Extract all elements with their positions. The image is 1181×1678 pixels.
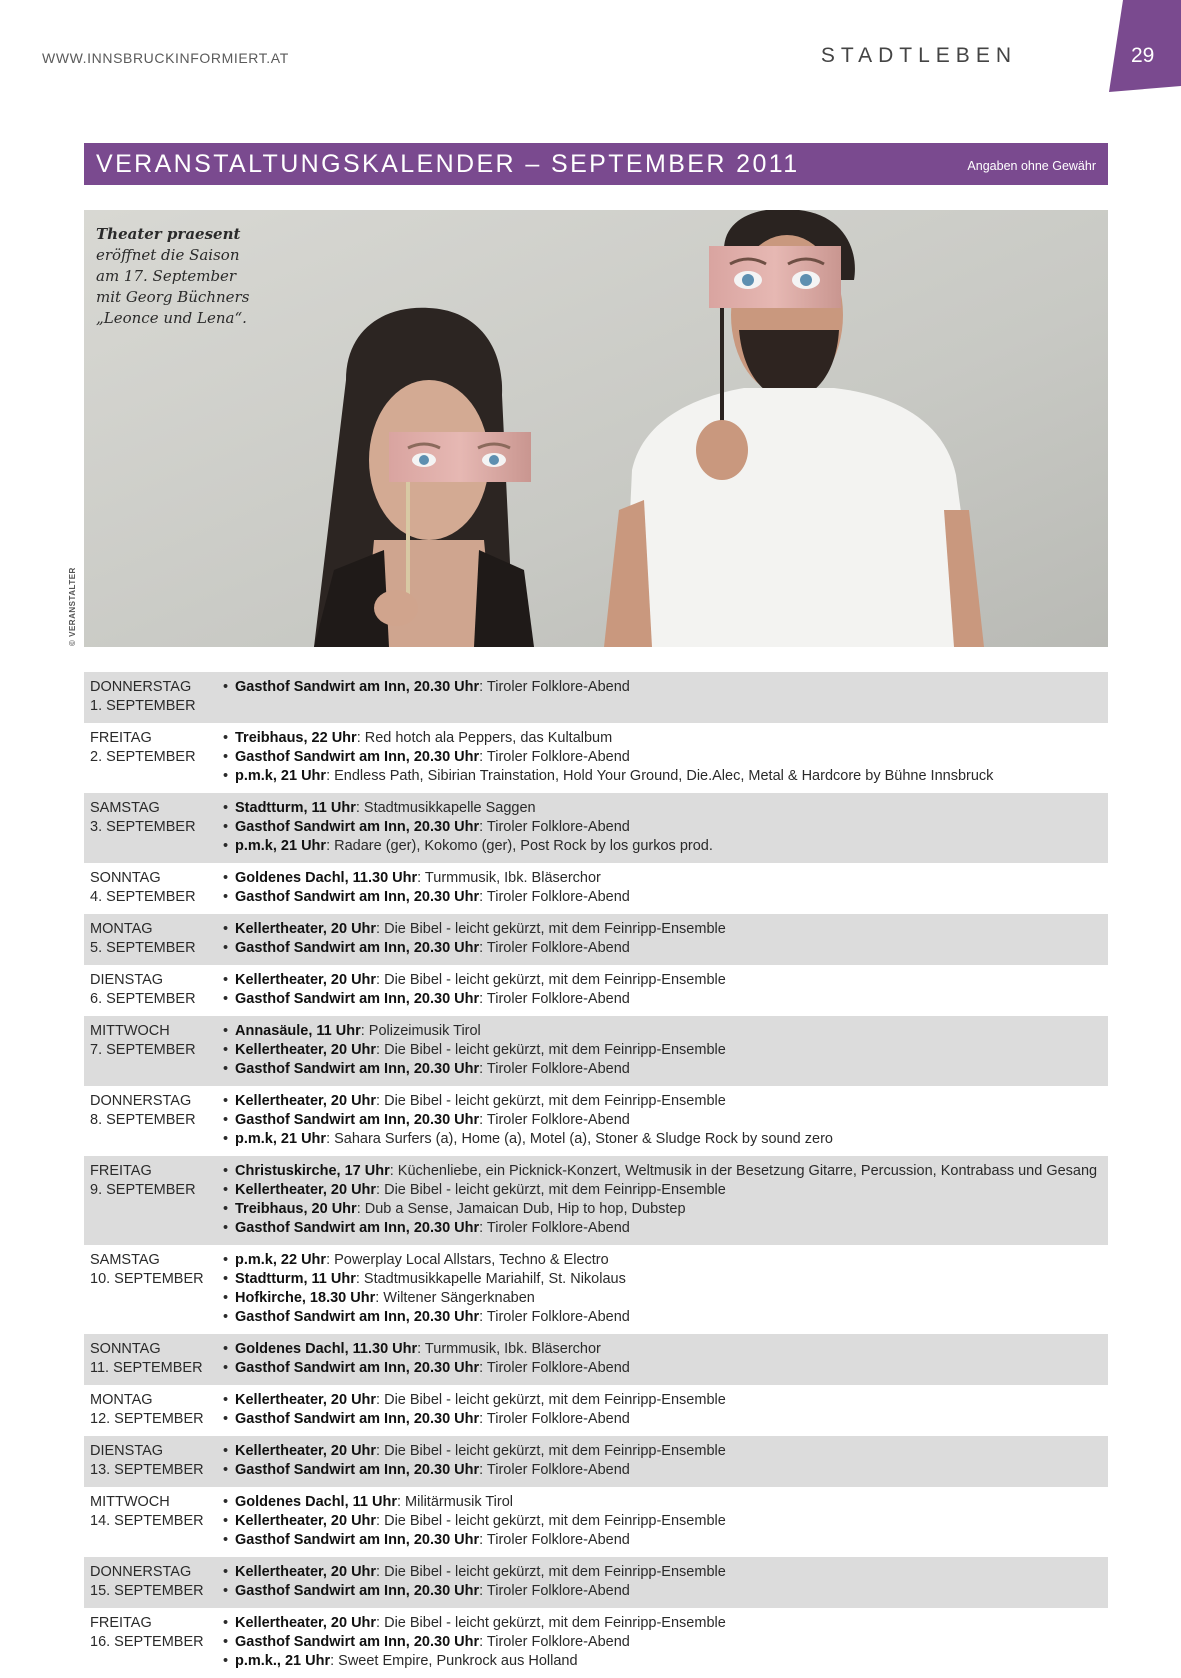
event-venue: Gasthof Sandwirt am Inn, 20.30 Uhr <box>235 749 480 765</box>
event-description: : Red hotch ala Peppers, das Kultalbum <box>356 730 613 746</box>
event-item <box>220 1563 1108 1582</box>
event-items <box>220 1092 1108 1149</box>
day-row <box>84 863 1108 914</box>
event-description: : Powerplay Local Allstars, Techno & Electro <box>326 1252 609 1268</box>
event-description: : Sahara Surfers (a), Home (a), Motel (a), Stoner & Sludge Rock by sound zero <box>326 1131 833 1147</box>
caption-line: am 17. September <box>96 267 237 285</box>
event-description: : Stadtmusikkapelle Saggen <box>355 800 536 816</box>
event-venue: Gasthof Sandwirt am Inn, 20.30 Uhr <box>235 940 480 956</box>
event-description: : Die Bibel - leicht gekürzt, mit dem Feinripp-Ensemble <box>376 972 726 988</box>
event-description: : Tiroler Folklore-Abend <box>479 819 630 835</box>
event-venue: Gasthof Sandwirt am Inn, 20.30 Uhr <box>235 819 480 835</box>
event-description: : Küchenliebe, ein Picknick-Konzert, Weltmusik in der Besetzung Gitarre, Percussion, Kontrabass und Gesang <box>389 1163 1098 1179</box>
weekday-label: MITTWOCH <box>90 1023 170 1039</box>
event-description: : Tiroler Folklore-Abend <box>479 1309 630 1325</box>
event-photo <box>84 210 1108 647</box>
event-item <box>220 1181 1108 1200</box>
event-description: : Die Bibel - leicht gekürzt, mit dem Feinripp-Ensemble <box>376 1615 726 1631</box>
day-date <box>84 1391 220 1429</box>
event-item <box>220 1289 1108 1308</box>
event-item <box>220 837 1108 856</box>
event-description: : Stadtmusikkapelle Mariahilf, St. Nikolaus <box>355 1271 626 1287</box>
event-description: : Tiroler Folklore-Abend <box>479 991 630 1007</box>
event-venue: Kellertheater, 20 Uhr <box>235 1042 377 1058</box>
event-description: : Tiroler Folklore-Abend <box>479 1411 630 1427</box>
event-items <box>220 920 1108 958</box>
date-label: 4. SEPTEMBER <box>90 889 196 905</box>
section-title: STADTLEBEN <box>820 44 1017 67</box>
event-venue: p.m.k, 21 Uhr <box>235 838 327 854</box>
weekday-label: SONNTAG <box>90 1341 161 1357</box>
event-items <box>220 869 1108 907</box>
event-description: : Tiroler Folklore-Abend <box>479 1462 630 1478</box>
event-items <box>220 1493 1108 1550</box>
date-label: 12. SEPTEMBER <box>90 1411 204 1427</box>
event-item <box>220 1022 1108 1041</box>
event-venue: Gasthof Sandwirt am Inn, 20.30 Uhr <box>235 1462 480 1478</box>
event-items <box>220 1022 1108 1079</box>
event-items <box>220 1162 1108 1238</box>
event-item <box>220 1614 1108 1633</box>
event-item <box>220 971 1108 990</box>
event-items <box>220 1614 1108 1671</box>
day-row <box>84 1608 1108 1678</box>
weekday-label: DIENSTAG <box>90 972 164 988</box>
event-venue: Kellertheater, 20 Uhr <box>235 972 377 988</box>
page-number: 29 <box>1131 44 1155 67</box>
event-item <box>220 1041 1108 1060</box>
event-item <box>220 678 1108 697</box>
day-date <box>84 971 220 1009</box>
date-label: 7. SEPTEMBER <box>90 1042 196 1058</box>
event-item <box>220 1512 1108 1531</box>
event-item <box>220 748 1108 767</box>
day-row <box>84 1086 1108 1156</box>
event-items <box>220 1442 1108 1480</box>
event-item <box>220 1340 1108 1359</box>
event-item <box>220 818 1108 837</box>
day-row <box>84 1245 1108 1334</box>
event-description: : Turmmusik, Ibk. Bläserchor <box>417 1341 601 1357</box>
event-description: : Tiroler Folklore-Abend <box>479 1220 630 1236</box>
event-description: : Radare (ger), Kokomo (ger), Post Rock by los gurkos prod. <box>326 838 713 854</box>
event-item <box>220 1270 1108 1289</box>
event-description: : Die Bibel - leicht gekürzt, mit dem Feinripp-Ensemble <box>376 921 726 937</box>
event-items <box>220 678 1108 716</box>
event-venue: Gasthof Sandwirt am Inn, 20.30 Uhr <box>235 1309 480 1325</box>
event-description: : Sweet Empire, Punkrock aus Holland <box>330 1653 578 1669</box>
event-venue: Kellertheater, 20 Uhr <box>235 1443 377 1459</box>
weekday-label: MONTAG <box>90 1392 153 1408</box>
date-label: 8. SEPTEMBER <box>90 1112 196 1128</box>
event-item <box>220 1308 1108 1327</box>
event-venue: p.m.k, 22 Uhr <box>235 1252 327 1268</box>
day-row <box>84 914 1108 965</box>
date-label: 15. SEPTEMBER <box>90 1583 204 1599</box>
event-description: : Tiroler Folklore-Abend <box>479 940 630 956</box>
event-item <box>220 1060 1108 1079</box>
date-label: 13. SEPTEMBER <box>90 1462 204 1478</box>
event-venue: Kellertheater, 20 Uhr <box>235 1564 377 1580</box>
event-item <box>220 1130 1108 1149</box>
page-number-tab <box>1109 0 1181 92</box>
event-item <box>220 888 1108 907</box>
event-item <box>220 1461 1108 1480</box>
date-label: 6. SEPTEMBER <box>90 991 196 1007</box>
day-date <box>84 920 220 958</box>
event-items <box>220 971 1108 1009</box>
event-venue: Annasäule, 11 Uhr <box>235 1023 361 1039</box>
event-item <box>220 1391 1108 1410</box>
event-venue: Treibhaus, 20 Uhr <box>235 1201 357 1217</box>
site-url[interactable]: WWW.INNSBRUCKINFORMIERT.AT <box>42 50 289 66</box>
day-date <box>84 1340 220 1378</box>
event-description: : Tiroler Folklore-Abend <box>479 1532 630 1548</box>
event-item <box>220 1359 1108 1378</box>
event-item <box>220 1531 1108 1550</box>
day-date <box>84 1251 220 1327</box>
weekday-label: FREITAG <box>90 1615 152 1631</box>
event-item <box>220 920 1108 939</box>
weekday-label: SAMSTAG <box>90 800 160 816</box>
day-date <box>84 1022 220 1079</box>
event-item <box>220 1251 1108 1270</box>
event-venue: Hofkirche, 18.30 Uhr <box>235 1290 376 1306</box>
date-label: 2. SEPTEMBER <box>90 749 196 765</box>
day-row <box>84 723 1108 793</box>
day-row <box>84 1156 1108 1245</box>
event-description: : Tiroler Folklore-Abend <box>479 1634 630 1650</box>
event-items <box>220 1340 1108 1378</box>
photo-caption <box>96 224 249 329</box>
weekday-label: FREITAG <box>90 730 152 746</box>
event-description: : Die Bibel - leicht gekürzt, mit dem Feinripp-Ensemble <box>376 1392 726 1408</box>
caption-line: eröffnet die Saison <box>96 246 240 264</box>
day-row <box>84 793 1108 863</box>
date-label: 1. SEPTEMBER <box>90 698 196 714</box>
date-label: 5. SEPTEMBER <box>90 940 196 956</box>
day-date <box>84 1493 220 1550</box>
day-row <box>84 1487 1108 1557</box>
event-description: : Wiltener Sängerknaben <box>375 1290 535 1306</box>
day-date <box>84 678 220 716</box>
event-description: : Die Bibel - leicht gekürzt, mit dem Feinripp-Ensemble <box>376 1042 726 1058</box>
event-venue: Gasthof Sandwirt am Inn, 20.30 Uhr <box>235 1634 480 1650</box>
event-item <box>220 1162 1108 1181</box>
weekday-label: DONNERSTAG <box>90 1564 192 1580</box>
event-description: : Die Bibel - leicht gekürzt, mit dem Feinripp-Ensemble <box>376 1443 726 1459</box>
caption-bold: Theater praesent <box>96 225 241 243</box>
event-venue: Stadtturm, 11 Uhr <box>235 1271 356 1287</box>
day-row <box>84 1385 1108 1436</box>
event-description: : Die Bibel - leicht gekürzt, mit dem Feinripp-Ensemble <box>376 1093 726 1109</box>
day-date <box>84 1563 220 1601</box>
event-item <box>220 1200 1108 1219</box>
event-item <box>220 1219 1108 1238</box>
event-venue: Gasthof Sandwirt am Inn, 20.30 Uhr <box>235 1112 480 1128</box>
event-venue: p.m.k, 21 Uhr <box>235 1131 327 1147</box>
event-venue: Gasthof Sandwirt am Inn, 20.30 Uhr <box>235 679 480 695</box>
event-item <box>220 1493 1108 1512</box>
event-description: : Militärmusik Tirol <box>396 1494 513 1510</box>
event-venue: Gasthof Sandwirt am Inn, 20.30 Uhr <box>235 1583 480 1599</box>
day-row <box>84 1016 1108 1086</box>
event-item <box>220 869 1108 888</box>
event-item <box>220 1111 1108 1130</box>
event-description: : Tiroler Folklore-Abend <box>479 889 630 905</box>
event-venue: Treibhaus, 22 Uhr <box>235 730 357 746</box>
event-items <box>220 1563 1108 1601</box>
event-description: : Tiroler Folklore-Abend <box>479 749 630 765</box>
weekday-label: DIENSTAG <box>90 1443 164 1459</box>
event-description: : Tiroler Folklore-Abend <box>479 1112 630 1128</box>
day-row <box>84 965 1108 1016</box>
event-venue: p.m.k., 21 Uhr <box>235 1653 331 1669</box>
day-date <box>84 869 220 907</box>
event-venue: Goldenes Dachl, 11.30 Uhr <box>235 1341 418 1357</box>
weekday-label: FREITAG <box>90 1163 152 1179</box>
weekday-label: DONNERSTAG <box>90 1093 192 1109</box>
calendar-title: VERANSTALTUNGSKALENDER – SEPTEMBER 2011 <box>96 150 800 178</box>
weekday-label: DONNERSTAG <box>90 679 192 695</box>
event-item <box>220 1092 1108 1111</box>
event-venue: Gasthof Sandwirt am Inn, 20.30 Uhr <box>235 1061 480 1077</box>
event-item <box>220 1633 1108 1652</box>
date-label: 3. SEPTEMBER <box>90 819 196 835</box>
event-description: : Tiroler Folklore-Abend <box>479 679 630 695</box>
event-description: : Tiroler Folklore-Abend <box>479 1061 630 1077</box>
date-label: 14. SEPTEMBER <box>90 1513 204 1529</box>
event-items <box>220 729 1108 786</box>
event-items <box>220 799 1108 856</box>
disclaimer-note: Angaben ohne Gewähr <box>967 159 1096 173</box>
event-venue: Gasthof Sandwirt am Inn, 20.30 Uhr <box>235 1220 480 1236</box>
event-venue: Gasthof Sandwirt am Inn, 20.30 Uhr <box>235 1411 480 1427</box>
day-row <box>84 672 1108 723</box>
event-venue: Gasthof Sandwirt am Inn, 20.30 Uhr <box>235 1360 480 1376</box>
event-venue: Christuskirche, 17 Uhr <box>235 1163 390 1179</box>
event-items <box>220 1251 1108 1327</box>
event-description: : Polizeimusik Tirol <box>360 1023 481 1039</box>
day-date <box>84 1614 220 1671</box>
event-venue: Kellertheater, 20 Uhr <box>235 921 377 937</box>
event-description: : Turmmusik, Ibk. Bläserchor <box>417 870 601 886</box>
day-date <box>84 729 220 786</box>
event-item <box>220 1582 1108 1601</box>
day-date <box>84 1442 220 1480</box>
event-venue: Stadtturm, 11 Uhr <box>235 800 356 816</box>
day-date <box>84 1092 220 1149</box>
date-label: 11. SEPTEMBER <box>90 1360 203 1376</box>
event-venue: Goldenes Dachl, 11.30 Uhr <box>235 870 418 886</box>
day-row <box>84 1436 1108 1487</box>
event-items <box>220 1391 1108 1429</box>
event-item <box>220 1652 1108 1671</box>
event-item <box>220 799 1108 818</box>
event-description: : Tiroler Folklore-Abend <box>479 1360 630 1376</box>
weekday-label: SONNTAG <box>90 870 161 886</box>
day-date <box>84 1162 220 1238</box>
day-row <box>84 1334 1108 1385</box>
day-date <box>84 799 220 856</box>
event-description: : Endless Path, Sibirian Trainstation, Hold Your Ground, Die.Alec, Metal & Hardcore by Bühne Innsbruck <box>326 768 994 784</box>
weekday-label: MONTAG <box>90 921 153 937</box>
event-item <box>220 729 1108 748</box>
event-item <box>220 1442 1108 1461</box>
event-description: : Dub a Sense, Jamaican Dub, Hip to hop, Dubstep <box>356 1201 686 1217</box>
event-venue: Kellertheater, 20 Uhr <box>235 1392 377 1408</box>
event-item <box>220 939 1108 958</box>
event-description: : Die Bibel - leicht gekürzt, mit dem Feinripp-Ensemble <box>376 1564 726 1580</box>
photo-credit: © VERANSTALTER <box>68 567 77 646</box>
event-description: : Die Bibel - leicht gekürzt, mit dem Feinripp-Ensemble <box>376 1182 726 1198</box>
event-venue: Kellertheater, 20 Uhr <box>235 1615 377 1631</box>
event-venue: Gasthof Sandwirt am Inn, 20.30 Uhr <box>235 889 480 905</box>
weekday-label: SAMSTAG <box>90 1252 160 1268</box>
event-venue: Gasthof Sandwirt am Inn, 20.30 Uhr <box>235 1532 480 1548</box>
weekday-label: MITTWOCH <box>90 1494 170 1510</box>
calendar-banner <box>84 143 1108 185</box>
event-item <box>220 767 1108 786</box>
event-item <box>220 1410 1108 1429</box>
date-label: 10. SEPTEMBER <box>90 1271 204 1287</box>
event-venue: Kellertheater, 20 Uhr <box>235 1513 377 1529</box>
event-venue: Kellertheater, 20 Uhr <box>235 1093 377 1109</box>
event-description: : Die Bibel - leicht gekürzt, mit dem Feinripp-Ensemble <box>376 1513 726 1529</box>
event-venue: p.m.k, 21 Uhr <box>235 768 327 784</box>
event-venue: Gasthof Sandwirt am Inn, 20.30 Uhr <box>235 991 480 1007</box>
caption-line: „Leonce und Lena“. <box>96 309 247 327</box>
event-venue: Goldenes Dachl, 11 Uhr <box>235 1494 397 1510</box>
day-row <box>84 1557 1108 1608</box>
event-list <box>84 672 1108 1678</box>
caption-line: mit Georg Büchners <box>96 288 250 306</box>
date-label: 9. SEPTEMBER <box>90 1182 196 1198</box>
event-venue: Kellertheater, 20 Uhr <box>235 1182 377 1198</box>
date-label: 16. SEPTEMBER <box>90 1634 204 1650</box>
event-description: : Tiroler Folklore-Abend <box>479 1583 630 1599</box>
event-item <box>220 990 1108 1009</box>
